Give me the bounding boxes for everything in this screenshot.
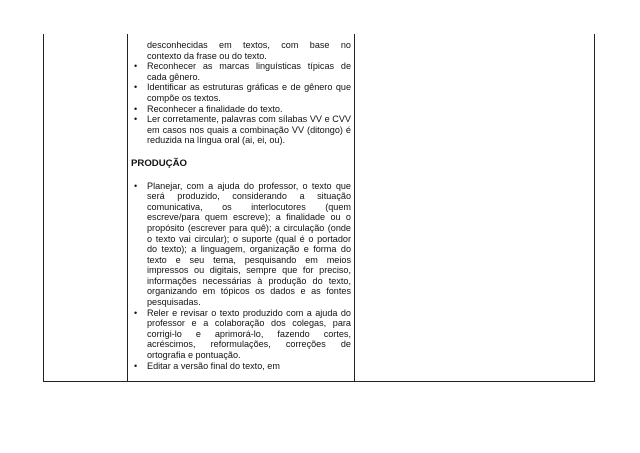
section-heading: PRODUÇÃO	[131, 157, 187, 169]
list-item-text: Planejar, com a ajuda do professor, o texto que será produzido, considerando a situação comunicativa, os interlocutores (quem escreve/para quem escreve); a finalidade ou o propósito (escrever para quê); a circulação (onde o texto vai circular); o suporte (qual é o portador do texto); a linguagem, organização e forma do texto e seu tema, pesquisando em meios impressos ou digitais, sempre que for preciso, informações necessárias à produção do texto, organizando em tópicos os dados e as fontes pesquisadas.	[147, 180, 351, 308]
list-item	[131, 181, 351, 308]
list-item	[131, 82, 351, 103]
table-column-divider-1	[127, 34, 128, 382]
table-border-left	[43, 34, 44, 382]
continuation-line: contexto da frase ou do texto.	[147, 50, 267, 61]
bullet-icon: •	[134, 61, 138, 72]
bullet-icon: •	[134, 180, 138, 191]
list-item-text: Identificar as estruturas gráficas e de gênero que compõe os textos.	[147, 82, 351, 103]
table-column-divider-2	[354, 34, 355, 382]
table-border-bottom	[43, 381, 594, 382]
list-item-text: Editar a versão final do texto, em	[147, 360, 280, 371]
bullet-icon: •	[134, 114, 138, 125]
list-item-text: Reconhecer a finalidade do texto.	[147, 103, 283, 114]
list-item	[131, 361, 351, 372]
list-item	[131, 114, 351, 146]
bullet-icon: •	[134, 360, 138, 371]
list-item-text: Ler corretamente, palavras com sílabas VV e CVV em casos nos quais a combinação VV (ditongo) é reduzida na língua oral (ai, ei, ou).	[147, 114, 351, 146]
table-border-right	[594, 34, 595, 382]
continuation-line: desconhecidas em textos, com base no	[147, 40, 351, 50]
bullet-icon: •	[134, 82, 138, 93]
table-cell-content	[131, 40, 351, 371]
list-item	[131, 61, 351, 82]
list-item-text: Reler e revisar o texto produzido com a ajuda do professor e a colaboração dos colegas, para corrigi-lo e aprimorá-lo, fazendo cortes, acréscimos, reformulações, correções de ortografia e pontuação.	[147, 307, 351, 361]
production-skills-list	[131, 181, 351, 372]
bullet-icon: •	[134, 307, 138, 318]
reading-skills-list	[131, 61, 351, 146]
bullet-icon: •	[134, 103, 138, 114]
list-item	[131, 308, 351, 361]
list-item-text: Reconhecer as marcas linguísticas típicas de cada gênero.	[147, 61, 351, 82]
list-item	[131, 104, 351, 115]
